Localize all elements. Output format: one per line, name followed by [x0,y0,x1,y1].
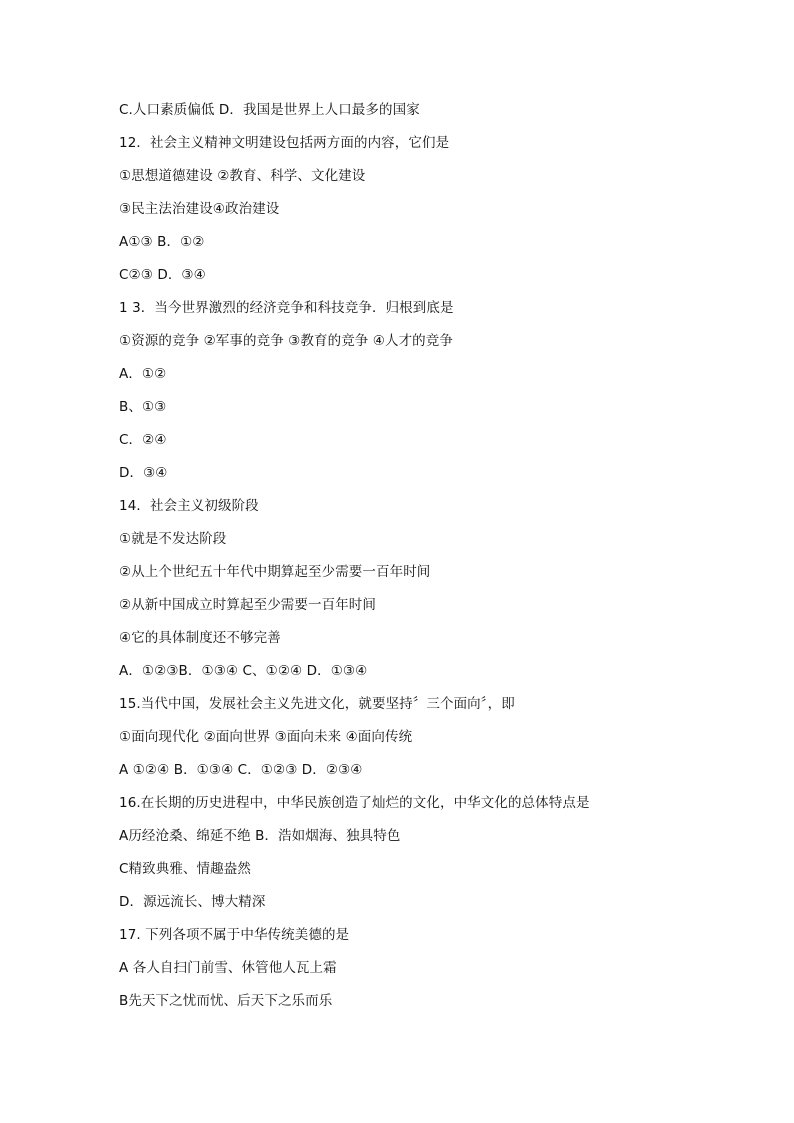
question-14-item-4: ④它的具体制度还不够完善 [119,630,281,646]
question-16-stem: 16.在长期的历史进程中，中华民族创造了灿烂的文化，中华文化的总体特点是 [119,795,590,811]
question-13-option-b: B、①③ [119,399,167,415]
question-17-option-a: A 各人自扫门前雪、休管他人瓦上霜 [119,960,337,976]
question-14-item-2: ②从上个世纪五十年代中期算起至少需要一百年时间 [119,564,431,580]
question-16-option-c: C精致典雅、情趣盎然 [119,861,251,877]
question-13-items: ①资源的竞争 ②军事的竞争 ③教育的竞争 ④人才的竞争 [119,333,453,349]
question-16-options-ab: A历经沧桑、绵延不绝 B．浩如烟海、独具特色 [119,828,401,844]
question-15-items: ①面向现代化 ②面向世界 ③面向未来 ④面向传统 [119,729,413,745]
question-16-option-d: D．源远流长、博大精深 [119,894,266,910]
question-12-items-3-4: ③民主法治建设④政治建设 [119,201,280,217]
question-13-option-d: D．③④ [119,465,168,481]
question-15-options: A ①②④ B．①③④ C．①②③ D．②③④ [119,762,363,778]
question-13-option-c: C．②④ [119,432,167,448]
question-14-stem: 14．社会主义初级阶段 [119,498,259,514]
question-17-stem: 17. 下列各项不属于中华传统美德的是 [119,927,350,943]
question-15-stem: 15.当代中国，发展社会主义先进文化，就要坚持〞三个面向〞，即 [119,696,515,712]
question-12-options-ab: A①③ B．①② [119,234,205,250]
question-17-option-b: B先天下之忧而忧、后天下之乐而乐 [119,993,333,1009]
text-line-1: C.人口素质偏低 D．我国是世界上人口最多的国家 [119,102,420,118]
question-14-item-3: ②从新中国成立时算起至少需要一百年时间 [119,597,377,613]
question-13-stem: 1 3．当今世界激烈的经济竞争和科技竞争．归根到底是 [119,300,454,316]
question-12-stem: 12．社会主义精神文明建设包括两方面的内容，它们是 [119,135,450,151]
question-12-options-cd: C②③ D．③④ [119,267,206,283]
question-14-item-1: ①就是不发达阶段 [119,531,227,547]
question-12-items-1-2: ①思想道德建设 ②教育、科学、文化建设 [119,168,366,184]
question-14-options: A．①②③B．①③④ C、①②④ D．①③④ [119,663,368,679]
question-13-option-a: A．①② [119,366,167,382]
document-body [119,99,679,1023]
